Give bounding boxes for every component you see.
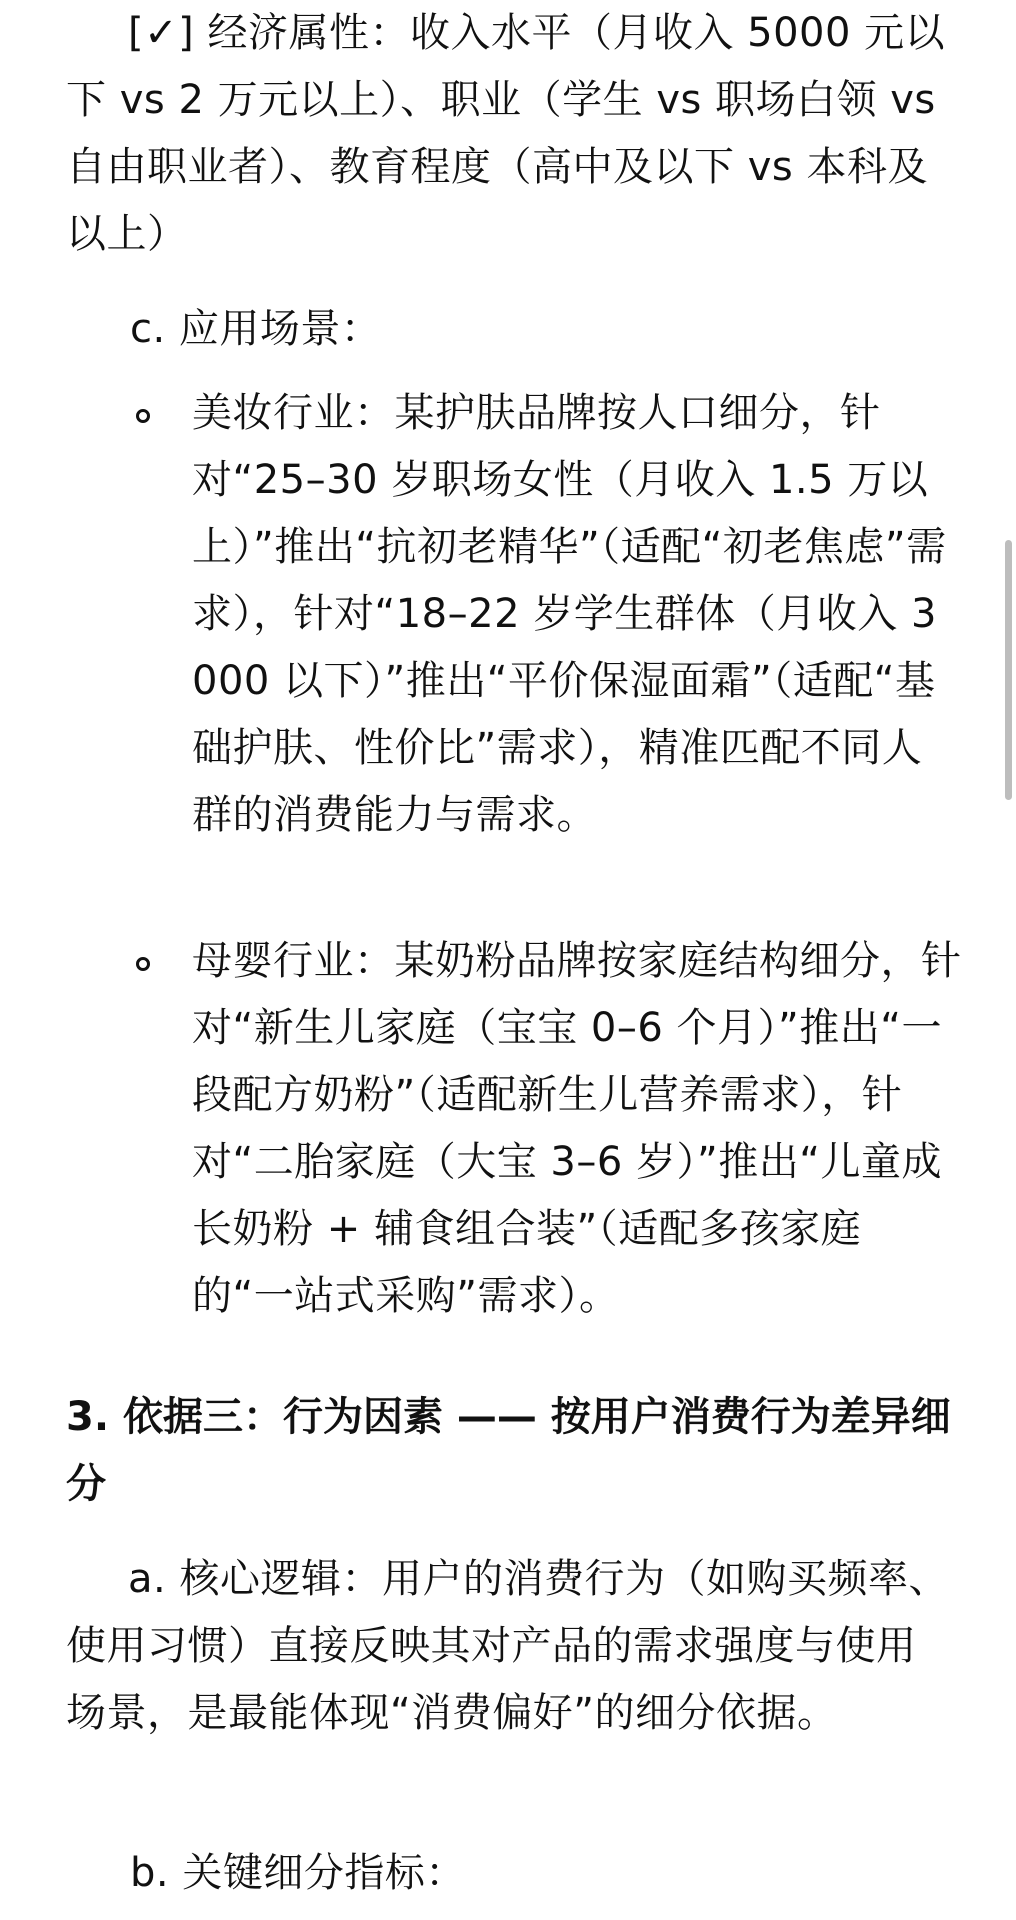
economic-attributes-paragraph: [✓] 经济属性：收入水平（月收入 5000 元以下 vs 2 万元以上）、职业（学生 vs 职场白领 vs 自由职业者）、教育程度（高中及以下 vs 本科及以上） [66,10,946,257]
section-heading: 3. 依据三：行为因素 —— 按用户消费行为差异细分 [66,1394,951,1507]
hollow-bullet-icon [136,957,150,971]
key-indicators-label: b. 关键细分指标： [130,1850,466,1896]
hollow-bullet-icon [136,409,150,423]
application-scenario-label: c. 应用场景： [130,306,382,352]
list-item-maternal: 母婴行业：某奶粉品牌按家庭结构细分，针对“新生儿家庭（宝宝 0–6 个月）”推出“一段配方奶粉”（适配新生儿营养需求），针对“二胎家庭（大宝 3–6 岁）”推出“儿童成长奶粉 + 辅食组合装”（适配多孩家庭的“一站式采购”需求）。 [192,938,962,1319]
list-item-beauty: 美妆行业：某护肤品牌按人口细分，针对“25–30 岁职场女性（月收入 1.5 万以上）”推出“抗初老精华”（适配“初老焦虑”需求），针对“18–22 岁学生群体（月收入 3000 以下）”推出“平价保湿面霜”（适配“基础护肤、性价比”需求），精准匹配不同人群的消费能力与需求。 [192,390,947,838]
vertical-scrollbar[interactable] [1005,540,1012,800]
core-logic-paragraph: a. 核心逻辑：用户的消费行为（如购买频率、使用习惯）直接反映其对产品的需求强度与使用场景，是最能体现“消费偏好”的细分依据。 [66,1556,949,1736]
